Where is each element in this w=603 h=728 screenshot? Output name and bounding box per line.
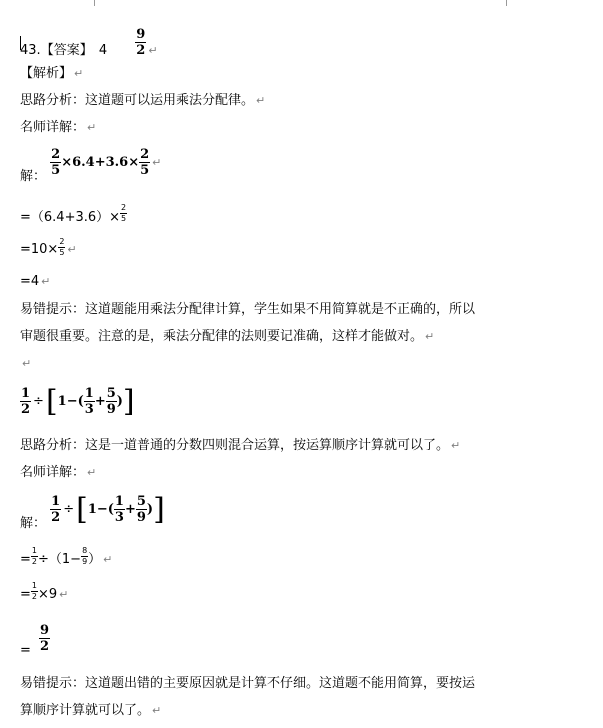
- analysis-tag-line[interactable]: 【解析】 ↵: [20, 66, 84, 81]
- p2-step1-frac-b: $\frac{8}{9}$: [82, 546, 88, 566]
- p2s-frac-b: $\frac{1}{3}$: [114, 494, 124, 525]
- warn-text-2b: 算顺序计算就可以了。: [20, 703, 151, 718]
- answer-line[interactable]: [20, 27, 158, 65]
- teacher-line-2[interactable]: 名师详解： ↵: [20, 465, 97, 480]
- p2-step3-frac: $\frac{9}{2}$: [40, 623, 50, 654]
- teacher-line-1[interactable]: 名师详解： ↵: [20, 120, 97, 135]
- idea-text-2: 思路分析：这是一道普通的分数四则混合运算，按运算顺序计算就可以了。: [20, 438, 450, 453]
- step3-text-1: =4: [20, 274, 40, 289]
- page-corner-left: [94, 0, 95, 6]
- p2-step2-frac: $\frac{1}{2}$: [31, 581, 37, 601]
- step3-line-2[interactable]: = $\frac{9}{2}$: [20, 623, 50, 658]
- teacher-label-2: 名师详解：: [20, 465, 86, 480]
- p2-frac-c: $\frac{5}{9}$: [106, 386, 116, 417]
- p2s-frac-a: $\frac{1}{2}$: [51, 494, 61, 525]
- warn-line-2a[interactable]: [20, 676, 475, 692]
- empty-paragraph[interactable]: ↵: [22, 357, 32, 370]
- expr1-middle: ×6.4+3.6×: [61, 155, 140, 170]
- warn-text-2a: 易错提示：这道题出错的主要原因就是计算不仔细。这道题不能用简算，要按运: [20, 676, 476, 691]
- problem2-expression[interactable]: $\frac{1}{2}$ ÷[1−( $\frac{1}{3}$ + $\frac{5}{9}$ )]: [21, 384, 135, 419]
- analysis-tag: 【解析】: [20, 66, 73, 81]
- warn-line-1a[interactable]: [20, 302, 475, 318]
- p2-step1-frac-a: $\frac{1}{2}$: [31, 546, 37, 566]
- warn-line-1b[interactable]: 审题很重要。注意的是，乘法分配律的法则要记准确，这样才能做对。 ↵: [20, 329, 435, 344]
- solve-line-2[interactable]: 解： $\frac{1}{2}$ ÷[1−( $\frac{1}{3}$ + $\frac{5}{9}$ )]: [20, 492, 165, 531]
- idea-text-1: 思路分析：这道题可以运用乘法分配律。: [20, 93, 255, 108]
- idea-line-1[interactable]: 思路分析：这道题可以运用乘法分配律。 ↵: [20, 93, 266, 108]
- warn-text-1b: 审题很重要。注意的是，乘法分配律的法则要记准确，这样才能做对。: [20, 329, 424, 344]
- step1-text-1: =（6.4+3.6）×: [20, 210, 121, 225]
- step2-line-1[interactable]: =10× $\frac{2}{5}$ ↵: [20, 237, 77, 257]
- step2-frac-1: $\frac{2}{5}$: [59, 237, 65, 257]
- expr1-frac-b: $\frac{2}{5}$: [140, 147, 150, 178]
- solve-label-2: 解：: [20, 516, 47, 531]
- answer-fraction: $\frac{9}{2}$: [136, 27, 146, 58]
- step2-text-1: =10×: [20, 242, 59, 257]
- p2-divide: ÷: [33, 394, 44, 409]
- step1-line-2[interactable]: = $\frac{1}{2}$ ÷（1− $\frac{8}{9}$ ） ↵: [20, 546, 113, 567]
- solve-label-1: 解：: [20, 169, 47, 184]
- step3-line-1[interactable]: =4 ↵: [20, 274, 51, 289]
- solve-line-1[interactable]: 解： $\frac{2}{5}$ ×6.4+3.6× $\frac{2}{5}$ ↵: [20, 147, 162, 184]
- warn-line-2b[interactable]: 算顺序计算就可以了。 ↵: [20, 703, 162, 718]
- idea-line-2[interactable]: 思路分析：这是一道普通的分数四则混合运算，按运算顺序计算就可以了。 ↵: [20, 438, 461, 453]
- page-corner-right: [506, 0, 507, 6]
- p2-frac-b: $\frac{1}{3}$: [84, 386, 94, 417]
- warn-text-1a: 易错提示：这道题能用乘法分配律计算，学生如果不用简算就是不正确的，所以: [20, 302, 476, 317]
- p2-frac-a: $\frac{1}{2}$: [21, 386, 31, 417]
- step2-line-2[interactable]: = $\frac{1}{2}$ ×9 ↵: [20, 581, 69, 602]
- p2s-frac-c: $\frac{5}{9}$: [136, 494, 146, 525]
- teacher-label-1: 名师详解：: [20, 120, 86, 135]
- expr1-frac-a: $\frac{2}{5}$: [51, 147, 61, 178]
- step1-frac-1: $\frac{2}{5}$: [121, 203, 127, 223]
- paragraph-mark: ↵: [148, 44, 158, 57]
- step1-line-1[interactable]: [20, 203, 127, 227]
- answer-tag: 【答案】: [40, 43, 93, 58]
- p2-step1-mid: ÷（1−: [38, 552, 82, 567]
- answer-whole: 4: [98, 43, 108, 58]
- question-number: 43.: [20, 43, 41, 58]
- p2-step2-post: ×9: [38, 587, 58, 602]
